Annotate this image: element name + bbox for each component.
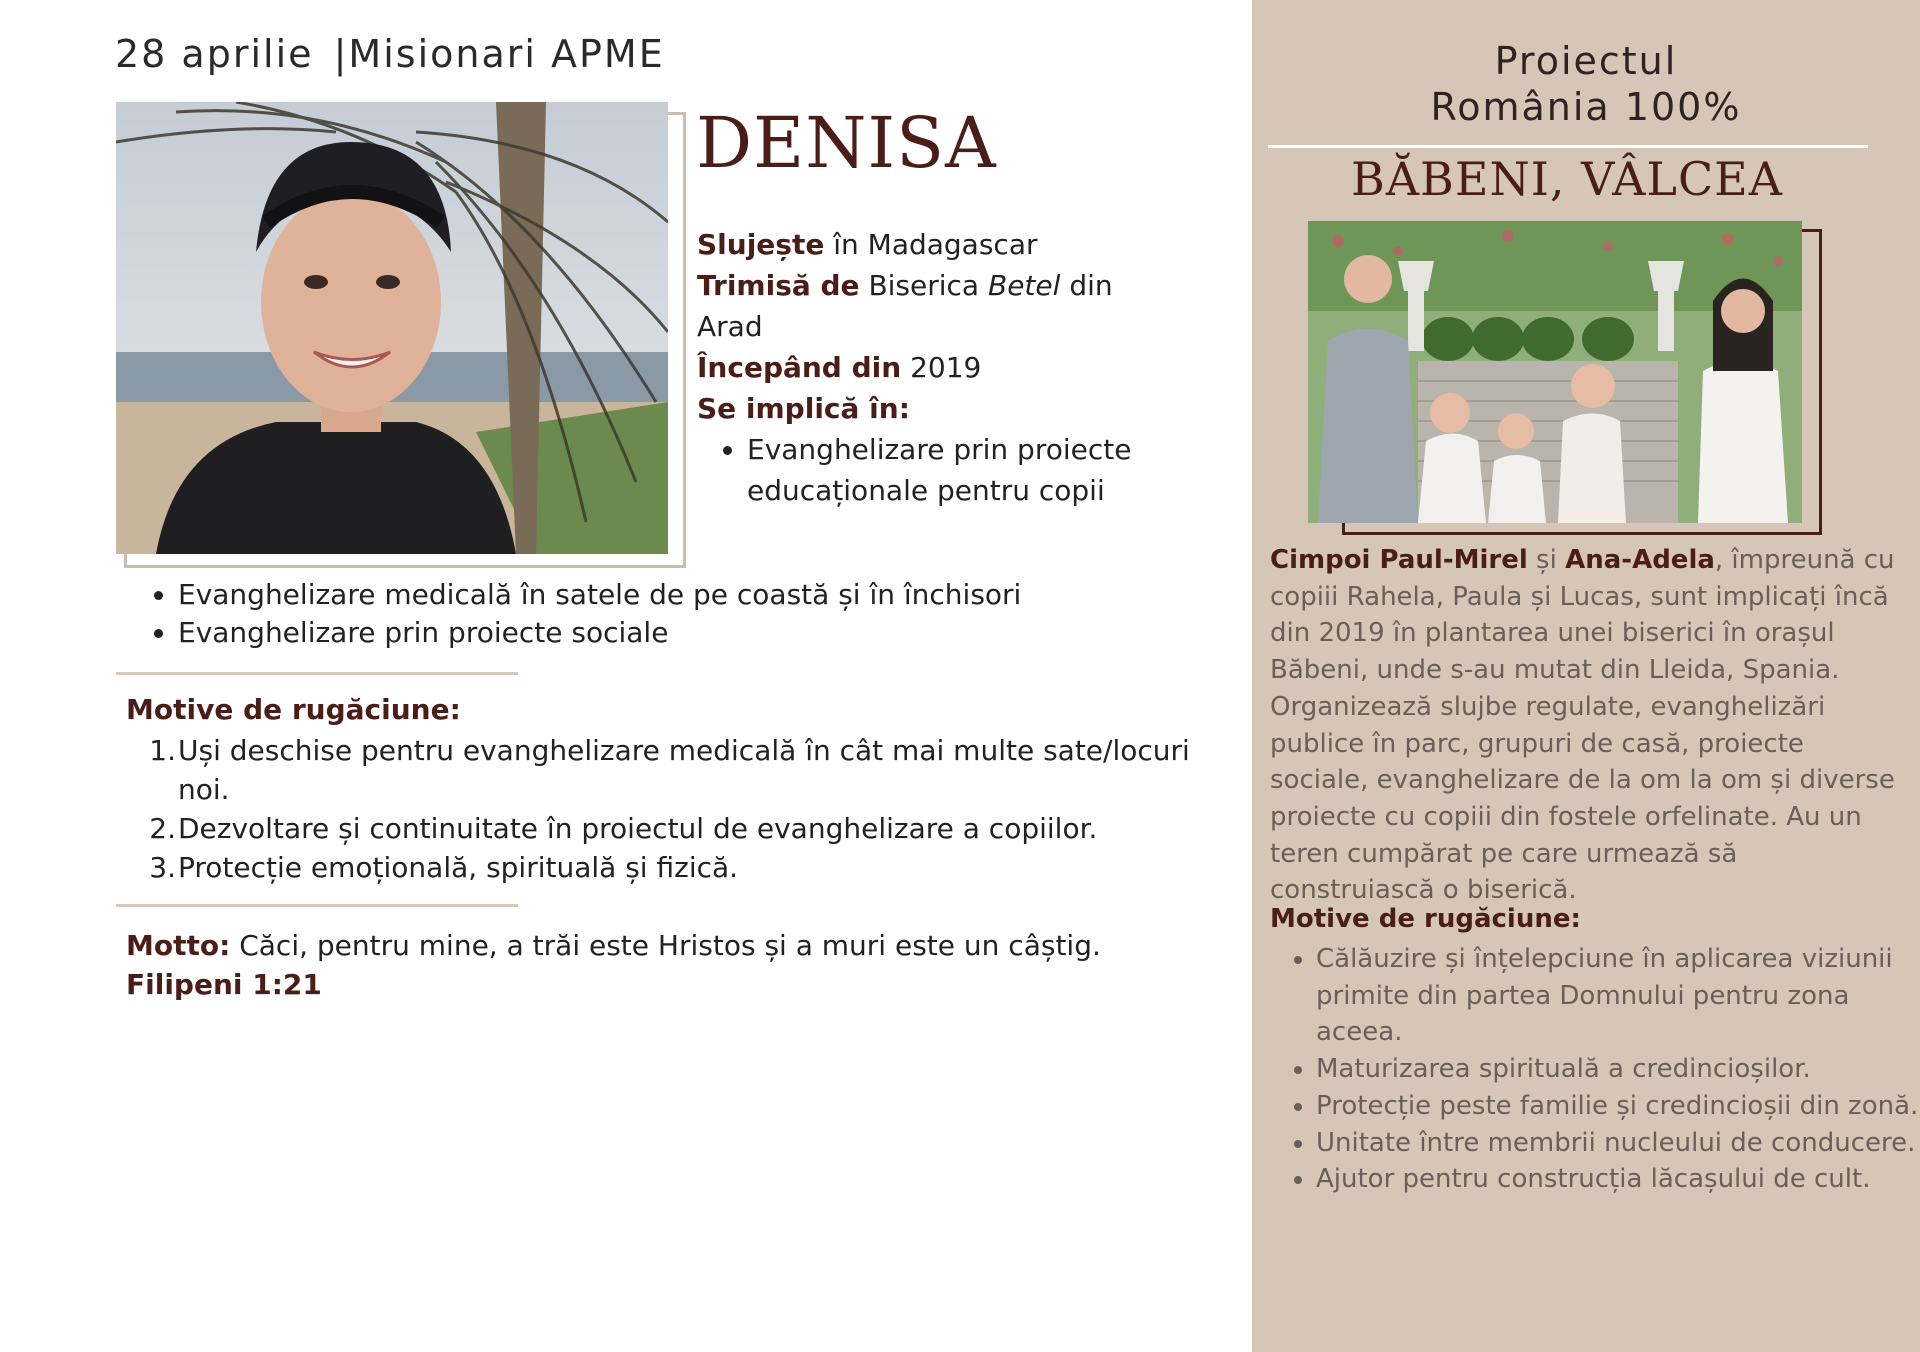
- project-title-line2: România 100%: [1430, 85, 1742, 129]
- project-prayer-item: • Călăuzire și înțelepciune în aplicarea viziunii primite din partea Domnului pentru zona aceea.: [1316, 941, 1920, 1051]
- motto-label: Motto:: [126, 929, 231, 962]
- prayer-number: 2.: [149, 812, 176, 845]
- motto-reference: Filipeni 1:21: [126, 968, 322, 1001]
- project-prayer-title: Motive de rugăciune:: [1270, 904, 1581, 934]
- prayer-text: Uși deschise pentru evanghelizare medicală în cât mai multe sate/locuri noi.: [178, 734, 1190, 806]
- project-location: BĂBENI, VÂLCEA: [1351, 152, 1783, 206]
- project-title: [1252, 38, 1920, 130]
- since-line: [697, 347, 1187, 388]
- since-label: Începând din: [697, 351, 902, 384]
- involvement-list-top: [697, 429, 1187, 511]
- missionary-info: [697, 224, 1187, 511]
- prayer-text: Protecție emoțională, spirituală și fizică.: [178, 851, 739, 884]
- family-name-1: Cimpoi Paul-Mirel: [1270, 545, 1528, 575]
- header-org: Misionari APME: [348, 32, 665, 76]
- family-photo: [1308, 221, 1802, 523]
- project-title-line1: Proiectul: [1494, 39, 1678, 83]
- sent-pre: Biserica: [859, 269, 988, 302]
- missionary-name: DENISA: [696, 102, 997, 184]
- serves-label: Slujește: [697, 228, 825, 261]
- project-prayer-item: • Ajutor pentru construcția lăcașului de cult.: [1316, 1161, 1920, 1198]
- sent-label: Trimisă de: [697, 269, 860, 302]
- sent-line: [697, 265, 1187, 347]
- prayer-title: Motive de rugăciune:: [126, 693, 461, 726]
- prayer-text: Dezvoltare și continuitate în proiectul de evanghelizare a copiilor.: [178, 812, 1098, 845]
- motto-text: Căci, pentru mine, a trăi este Hristos și a muri este un câștig.: [230, 929, 1101, 962]
- motto: [126, 926, 1101, 1004]
- serves-line: [697, 224, 1187, 265]
- sent-church: Betel: [988, 269, 1061, 302]
- prayer-list: [140, 731, 1240, 887]
- prayer-number: 3.: [149, 851, 176, 884]
- header-date: 28 aprilie: [115, 32, 314, 76]
- prayer-item: [140, 731, 1240, 809]
- divider: [1268, 145, 1868, 148]
- project-prayer-item: • Maturizarea spirituală a credincioșilor.: [1316, 1051, 1920, 1088]
- involvement-list: [138, 576, 1021, 652]
- header-separator: |: [333, 32, 349, 76]
- since-value: 2019: [901, 351, 982, 384]
- project-prayer-item: • Protecție peste familie și credincioșii din zonă.: [1316, 1088, 1920, 1125]
- sent-post: din Arad: [697, 269, 1113, 343]
- involvement-item: • Evanghelizare medicală în satele de pe coastă și în închisori: [178, 576, 1021, 614]
- involvement-item: • Evanghelizare prin proiecte educaționale pentru copii: [747, 429, 1187, 511]
- project-panel: [1252, 0, 1920, 1352]
- family-name-2: Ana-Adela: [1565, 545, 1715, 575]
- divider: [116, 672, 518, 675]
- missionary-photo: [116, 102, 668, 554]
- prayer-number: 1.: [149, 734, 176, 767]
- involved-line: [697, 388, 1187, 429]
- prayer-item: [140, 848, 1240, 887]
- family-description-text: , împreună cu copiii Rahela, Paula și Lucas, sunt implicați încă din 2019 în plantarea unei biserici în orașul Băbeni, unde s-au mutat din Lleida, Spania. Organizează slujbe regulate, evanghelizări publice în parc, grupuri de casă, proiecte sociale, evanghelizare de la om la om și diverse proiecte cu copiii din fostele orfelinate. Au un teren cumpărat pe care urmează să construiască o biserică.: [1270, 545, 1895, 906]
- involvement-item: • Evanghelizare prin proiecte sociale: [178, 614, 1021, 652]
- page-header: [115, 32, 665, 76]
- project-prayer-list: [1270, 941, 1920, 1198]
- divider: [116, 904, 518, 907]
- family-and: și: [1527, 545, 1566, 575]
- family-description: [1270, 542, 1902, 909]
- project-prayer-item: • Unitate între membrii nucleului de conducere.: [1316, 1125, 1920, 1162]
- involved-label: Se implică în:: [697, 392, 910, 425]
- serves-value: în Madagascar: [824, 228, 1038, 261]
- prayer-item: [140, 809, 1240, 848]
